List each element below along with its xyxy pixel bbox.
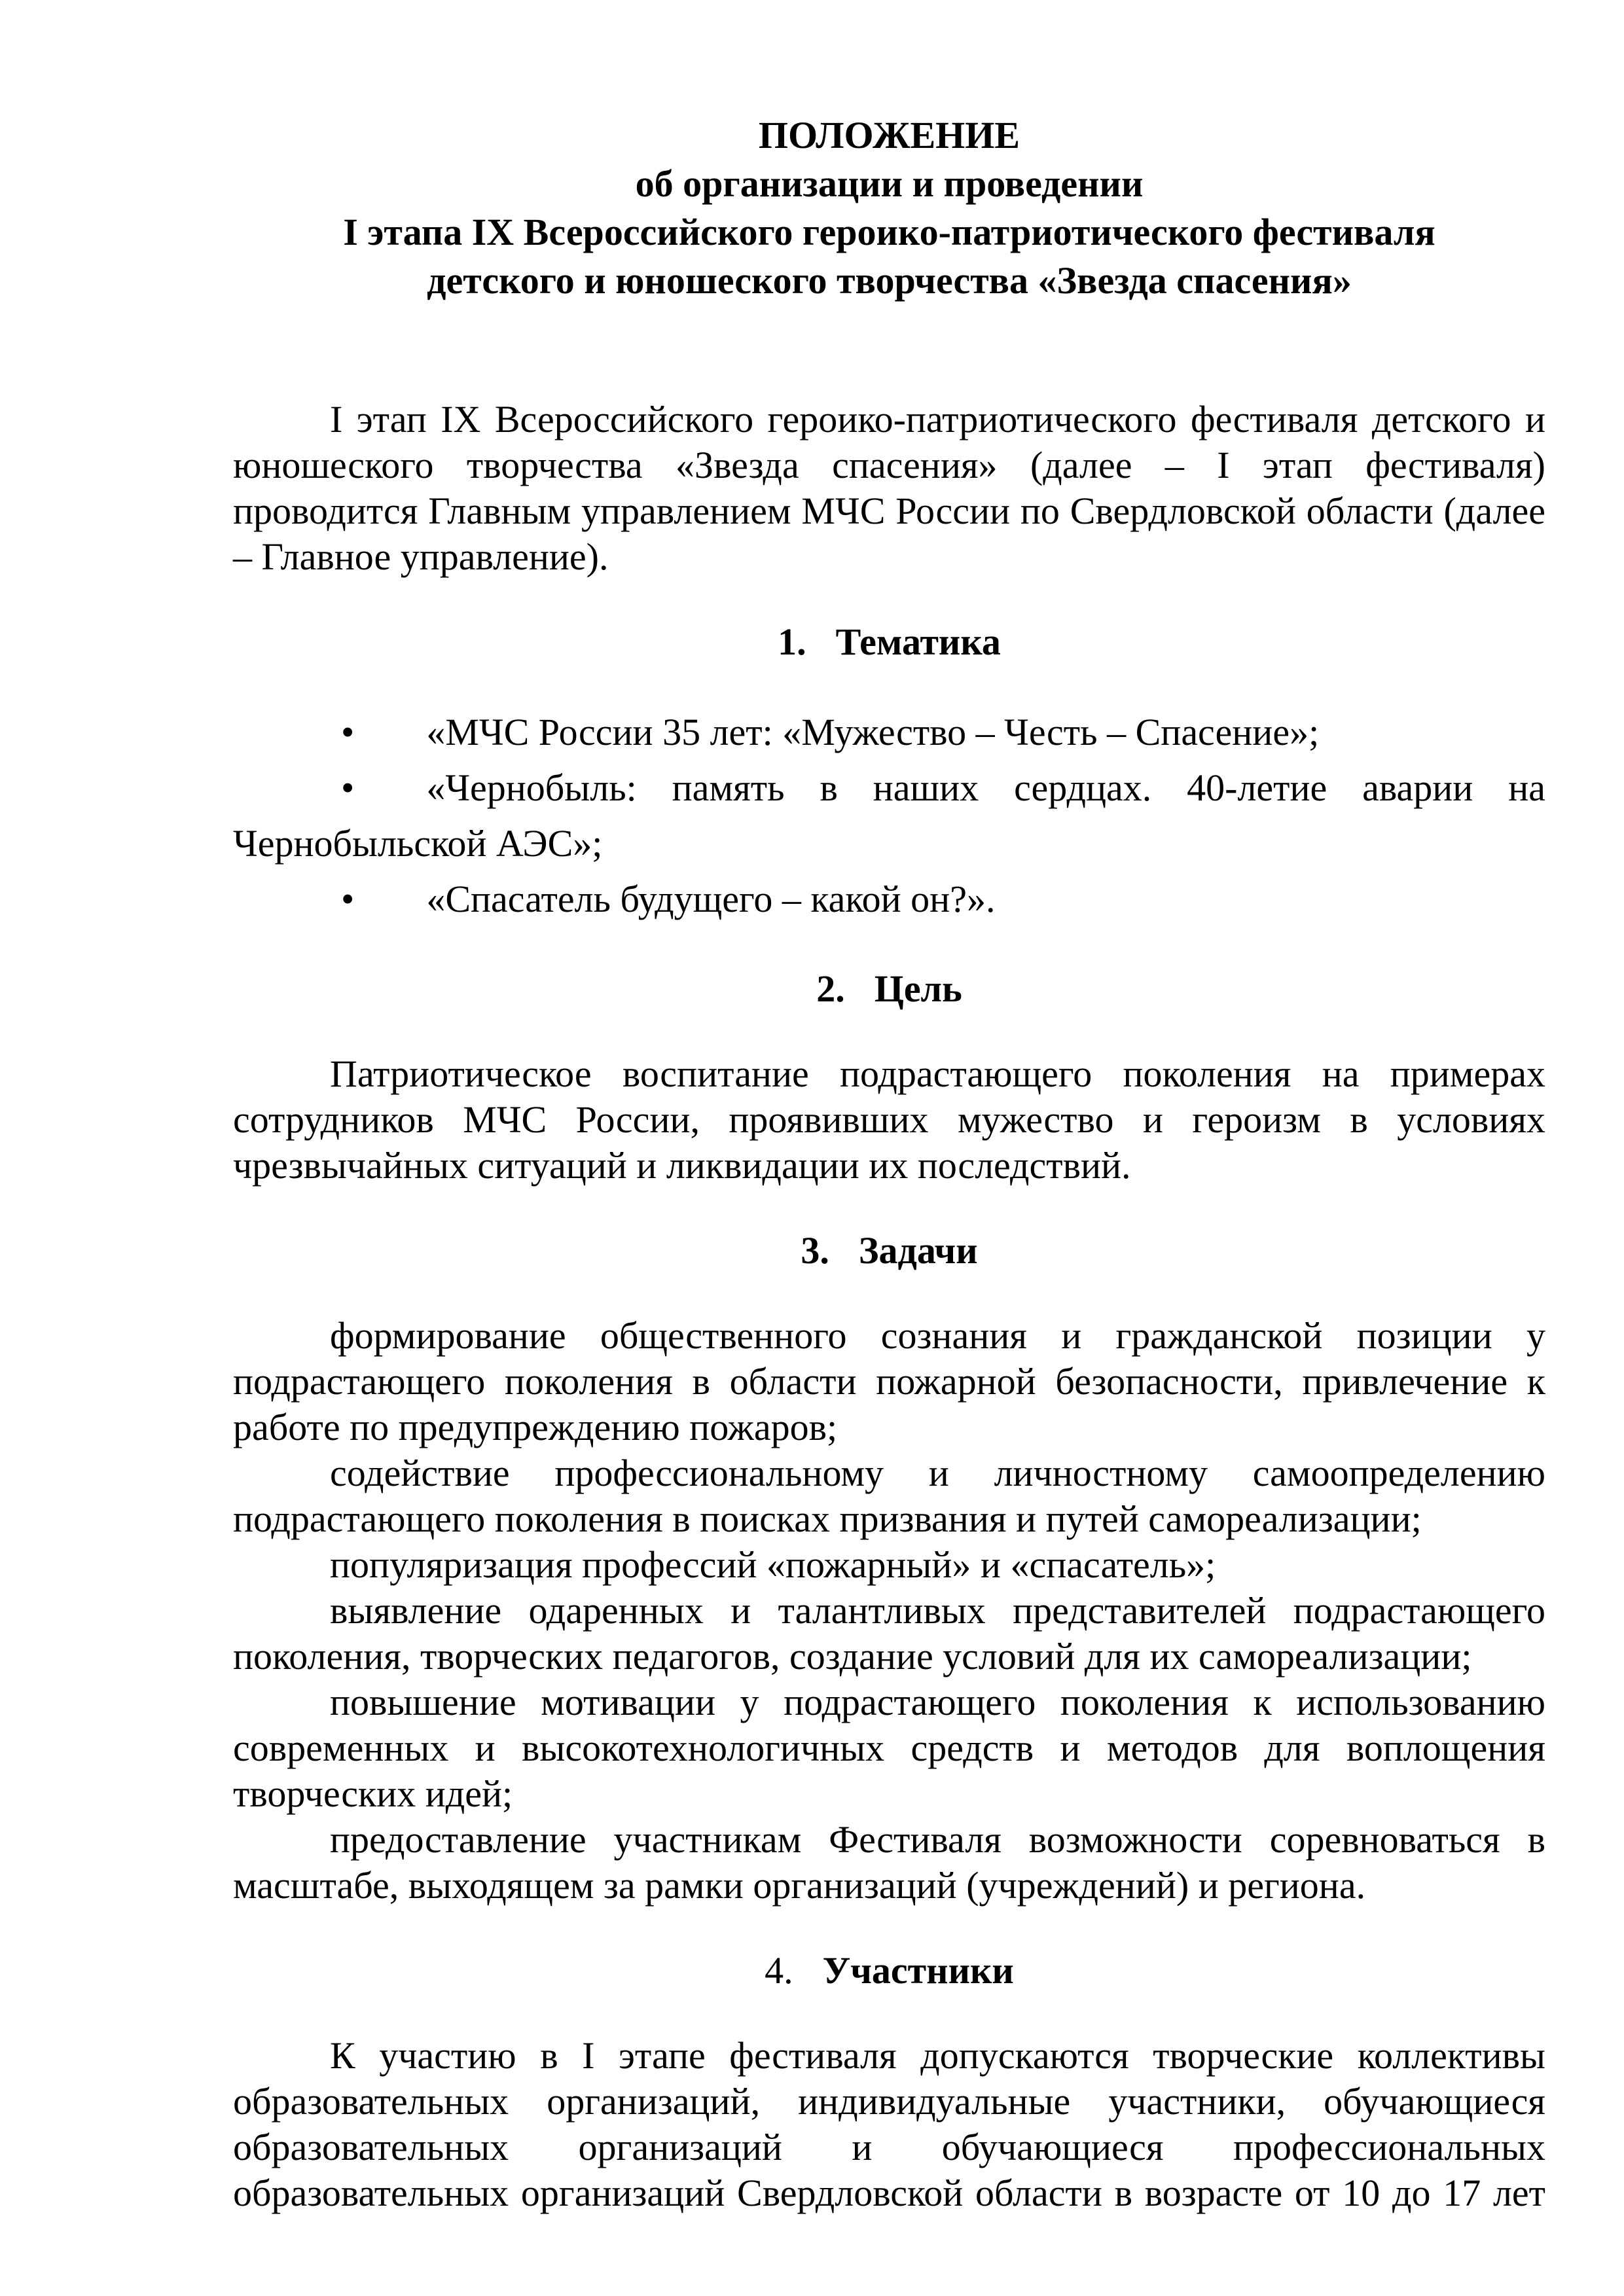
bullet-item [233,704,1545,760]
title-line: ПОЛОЖЕНИЕ [758,114,1020,156]
title-line: I этапа IX Всероссийского героико-патриотического фестиваля [343,211,1435,253]
paragraph: популяризация профессий «пожарный» и «спасатель»; [330,1543,1216,1586]
intro-paragraph: I этап IX Всероссийского героико-патриотического фестиваля детского и юношеского творчества «Звезда спасения» (далее – I этап фестиваля) проводится Главным управлением МЧС России по Свердловской области (далее – Главное управление). [233,398,1545,578]
paragraph: формирование общественного сознания и гражданской позиции у подрастающего поколения в области пожарной безопасности, привлечение к работе по предупреждению пожаров; [233,1314,1545,1448]
bullet-list [233,704,1545,927]
bullet-item [233,760,1545,871]
section-title: Участники [822,1949,1014,1992]
bullet-marker-icon: • [341,766,355,809]
section-heading-tematika [233,619,1545,665]
paragraph: Патриотическое воспитание подрастающего поколения на примерах сотрудников МЧС России, проявивших мужество и героизм в условиях чрезвычайных ситуаций и ликвидации их последствий. [233,1052,1545,1187]
section-number: 2. [816,967,845,1010]
section-title: Цель [874,967,962,1010]
section-heading-tsel [233,966,1545,1012]
bullet-item [233,871,1545,927]
section-title: Задачи [858,1229,978,1272]
bullet-marker-icon: • [341,878,355,920]
paragraph: предоставление участникам Фестиваля возможности соревноваться в масштабе, выходящем за рамки организаций (учреждений) и региона. [233,1818,1545,1907]
paragraph: К участию в I этапе фестиваля допускаются творческие коллективы образовательных организаций, индивидуальные участники, обучающиеся образовательных организаций и обучающиеся профессиональных образовательных организаций Свердловской области в возрасте от 10 до 17 лет [233,2034,1545,2214]
section-title: Тематика [835,620,1001,663]
paragraph: содействие профессиональному и личностному самоопределению подрастающего поколения в поисках призвания и путей самореализации; [233,1452,1545,1540]
bullet-text: «МЧС России 35 лет: «Мужество – Честь – Спасение»; [426,711,1320,753]
title-line: об организации и проведении [635,162,1144,205]
paragraph: повышение мотивации у подрастающего поколения к использованию современных и высокотехнологичных средств и методов для воплощения творческих идей; [233,1681,1545,1815]
section-number: 1. [778,620,806,663]
paragraph: выявление одаренных и талантливых представителей подрастающего поколения, творческих педагогов, создание условий для их самореализации; [233,1589,1545,1677]
section-number: 3. [801,1229,829,1272]
section-heading-uchastniki [233,1948,1545,1994]
bullet-text: «Чернобыль: память в наших сердцах. 40-летие аварии на Чернобыльской АЭС»; [233,766,1545,865]
document-title [233,111,1545,305]
section-number: 4. [765,1949,793,1992]
bullet-text: «Спасатель будущего – какой он?». [426,878,996,920]
bullet-marker-icon: • [341,711,355,753]
title-line: детского и юношеского творчества «Звезда спасения» [427,259,1352,302]
section-heading-zadachi [233,1228,1545,1274]
